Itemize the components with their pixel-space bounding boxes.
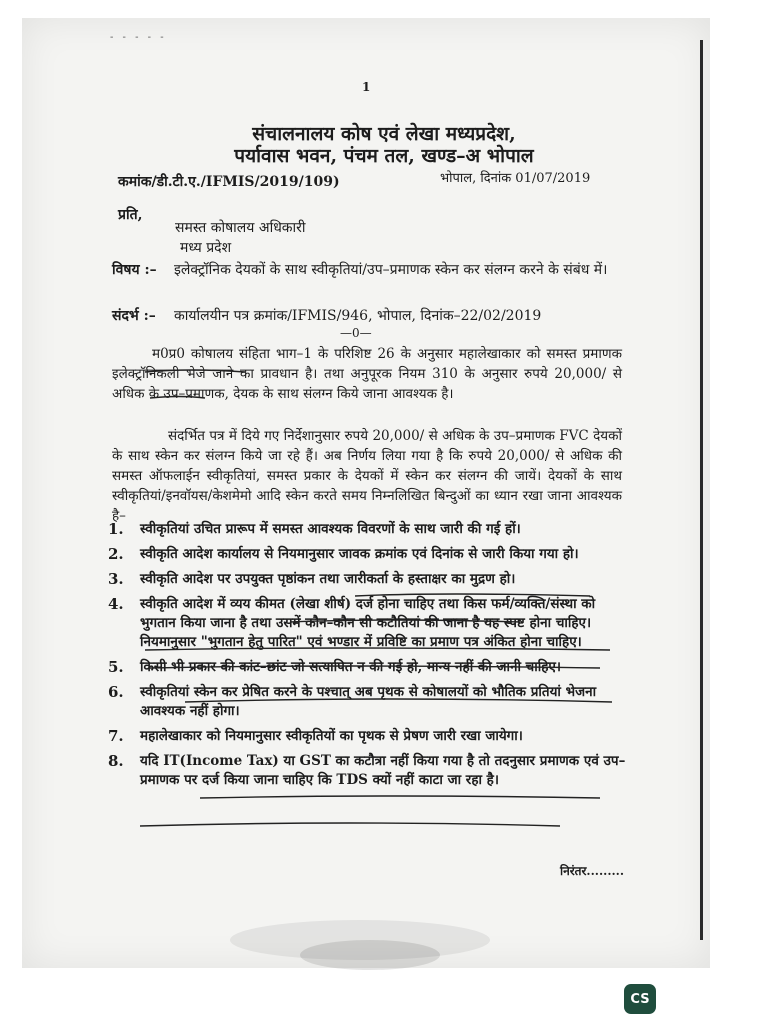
reference-text: कार्यालयीन पत्र क्रमांक/IFMIS/946, भोपाल, दिनांक–22/02/2019 — [174, 308, 542, 324]
subject-label: विषय :– — [112, 262, 157, 278]
recipient-line-1: समस्त कोषालय अधिकारी — [175, 220, 306, 236]
office-heading-line-2: पर्यावास भवन, पंचम तल, खण्ड–अ भोपाल — [234, 145, 534, 167]
list-item-number: 3. — [108, 570, 124, 588]
list-item — [108, 752, 628, 790]
list-item-number: 8. — [108, 752, 124, 770]
list-item-number: 1. — [108, 520, 124, 538]
page-edge-shadow — [700, 40, 703, 940]
page-number: 1 — [362, 80, 371, 94]
list-item-number: 6. — [108, 683, 124, 701]
office-heading-line-1: संचालनालय कोष एवं लेखा मध्यप्रदेश, — [252, 123, 516, 145]
list-item — [108, 570, 628, 589]
reference-label: संदर्भ :– — [112, 308, 156, 324]
list-item-text: स्वीकृतियां उचित प्रारूप में समस्त आवश्यक विवरणों के साथ जारी की गई हों। — [140, 521, 521, 537]
list-item — [108, 727, 628, 746]
list-item-text: स्वीकृति आदेश में व्यय कीमत (लेखा शीर्ष) दर्ज होना चाहिए तथा किस फर्म/व्यक्ति/संस्था को भुगतान किया जाना है तथा उसमें कौन–कौन सी कटौतियां की जाना है यह स्पष्ट होना चाहिए। नियमानुसार "भुगतान हेतु पारित" एवं भण्डार में प्रविष्टि का प्रमाण पत्र अंकित होना चाहिए। — [140, 596, 596, 650]
paragraph-2: संदर्भित पत्र में दिये गए निर्देशानुसार रुपये 20,000/ से अधिक के उप–प्रमाणक FVC देयकों के साथ स्केन कर संलग्न किये जा रहे हैं। अब निर्णय लिया गया है कि रुपये 20,000/ से अधिक की समस्त ऑफलाईन स्वीकृतियां, समस्त प्रकार के देयकों में स्केन कर संलग्न की जायें। देयकों के साथ स्वीकृतियां/इनवॉयस/केशमेमो आदि स्केन करते समय निम्नलिखित बिन्दुओं का ध्यान रखा जाना आवश्यक है– — [112, 428, 622, 524]
separator: —0— — [340, 326, 372, 340]
subject-text: इलेक्ट्रॉनिक देयकों के साथ स्वीकृतियां/उप–प्रमाणक स्केन कर संलग्न करने के संबंध में। — [174, 262, 608, 278]
list-item-number: 4. — [108, 595, 124, 613]
list-item-text: स्वीकृति आदेश कार्यालय से नियमानुसार जावक क्रमांक एवं दिनांक से जारी किया गया हो। — [140, 546, 579, 562]
subject-block — [112, 260, 632, 280]
recipient-line-2: मध्य प्रदेश — [180, 240, 232, 256]
list-item-number: 5. — [108, 658, 124, 676]
list-item — [108, 683, 628, 721]
recipient-label: प्रति, — [118, 207, 143, 223]
smudge — [300, 940, 440, 970]
list-item — [108, 520, 628, 539]
letter-date: भोपाल, दिनांक 01/07/2019 — [440, 171, 591, 186]
list-item-number: 7. — [108, 727, 124, 745]
scan-artifact: - - - - - — [110, 32, 167, 43]
reference-number: कमांक/डी.टी.ए./IFMIS/2019/109) — [118, 174, 340, 190]
list-item — [108, 658, 628, 677]
list-item — [108, 595, 628, 652]
list-item — [108, 545, 628, 564]
paragraph-1: म0प्र0 कोषालय संहिता भाग–1 के परिशिष्ट 26 के अनुसार महालेखाकार को समस्त प्रमाणक इलेक्ट्रॉनिकली भेजे जाने का प्रावधान है। तथा अनुपूरक नियम 310 के अनुसार रुपये 20,000/ से अधिक के उप–प्रमाणक, देयक के साथ संलग्न किये जाना आवश्यक है। — [112, 346, 622, 402]
reference-block — [112, 306, 632, 325]
camscanner-logo: CS — [624, 984, 656, 1014]
list-item-text: यदि IT(Income Tax) या GST का कटौत्रा नहीं किया गया है तो तदनुसार प्रमाणक एवं उप–प्रमाणक पर दर्ज किया जाना चाहिए कि TDS क्यों नहीं काटा जा रहा है। — [140, 753, 626, 788]
list-item-text: स्वीकृति आदेश पर उपयुक्त पृष्ठांकन तथा जारीकर्ता के हस्ताक्षर का मुद्रण हो। — [140, 571, 516, 587]
list-item-text: स्वीकृतियां स्केन कर प्रेषित करने के पश्चात् अब पृथक से कोषालयों को भौतिक प्रतियां भेजना आवश्यक नहीं होगा। — [140, 684, 597, 719]
list-item-number: 2. — [108, 545, 124, 563]
instruction-list — [108, 520, 628, 796]
continued-marker: निरंतर......... — [560, 864, 625, 878]
list-item-text: किसी भी प्रकार की कांट–छांट जो सत्यापित न की गई हो, मान्य नहीं की जानी चाहिए। — [140, 659, 562, 675]
list-item-text: महालेखाकार को नियमानुसार स्वीकृतियों का पृथक से प्रेषण जारी रखा जायेगा। — [140, 728, 523, 744]
